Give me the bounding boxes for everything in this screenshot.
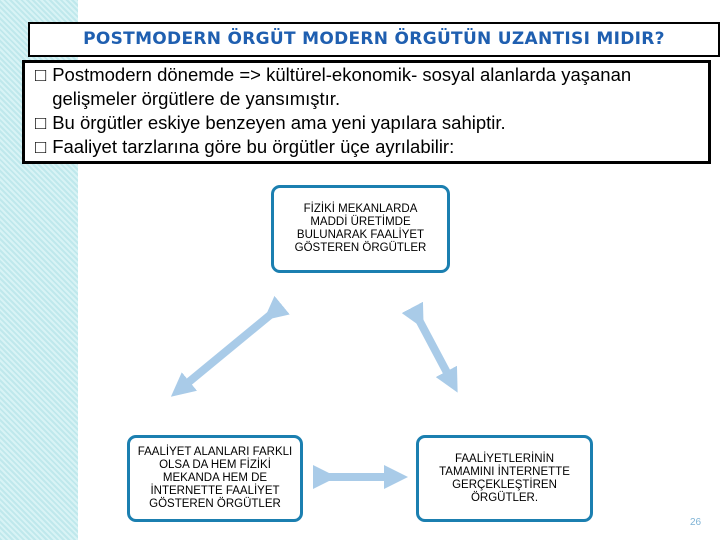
diagram-box-right: FAALİYETLERİNİN TAMAMINI İNTERNETTE GERÇEKLEŞTİREN ÖRGÜTLER. [416, 435, 593, 522]
slide-title: POSTMODERN ÖRGÜT MODERN ÖRGÜTÜN UZANTISI MIDIR? [28, 22, 720, 57]
double-arrow-icon [418, 318, 452, 382]
double-arrow-icon [174, 313, 279, 389]
diagram-box-top: FİZİKİ MEKANLARDA MADDİ ÜRETİMDE BULUNARAK FAALİYET GÖSTEREN ÖRGÜTLER [271, 185, 450, 273]
bullet-item: □ Bu örgütler eskiye benzeyen ama yeni yapılara sahiptir. [35, 112, 506, 133]
diagram-box-left: FAALİYET ALANLARI FARKLI OLSA DA HEM FİZİKİ MEKANDA HEM DE İNTERNETTE FAALİYET GÖSTEREN ÖRGÜTLER [127, 435, 303, 522]
page-number: 26 [690, 517, 702, 528]
bullet-icon: □ [35, 112, 47, 133]
bullet-item: □ Faaliyet tarzlarına göre bu örgütler üçe ayrılabilir: [35, 136, 455, 157]
bullet-icon: □ [35, 136, 47, 157]
bullet-icon: □ [35, 64, 47, 85]
bullet-item: □ Postmodern dönemde => kültürel-ekonomik- sosyal alanlarda yaşanan gelişmeler örgütlere de yansımıştır. [35, 64, 632, 109]
